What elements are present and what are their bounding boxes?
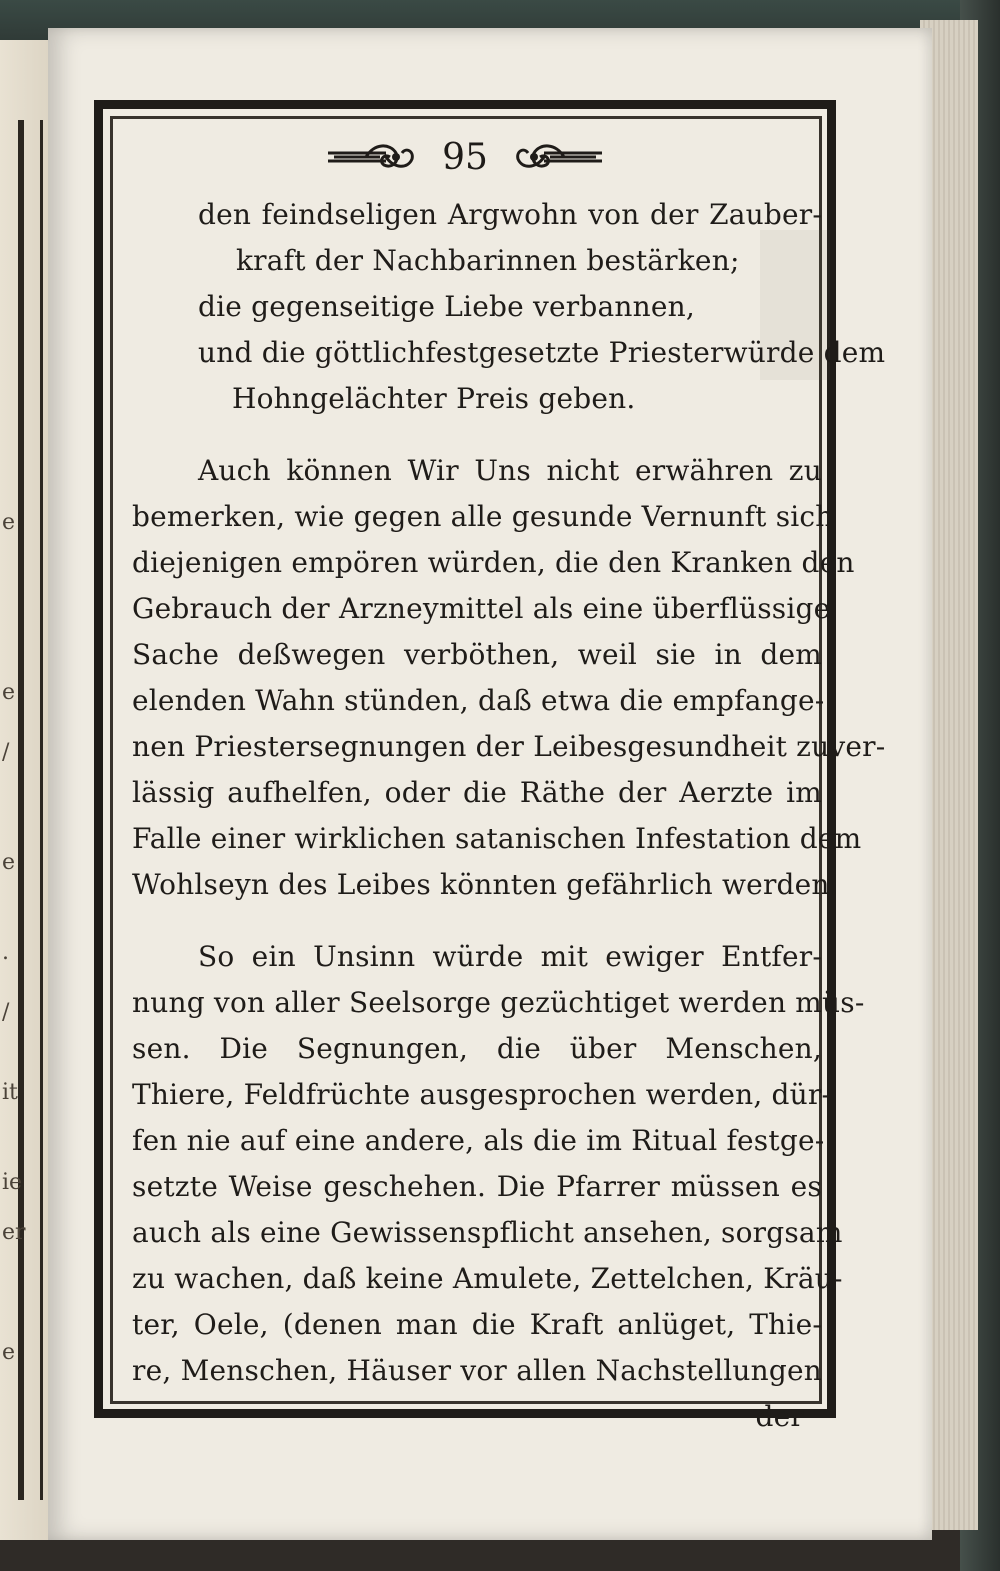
text-line: fen nie auf eine andere, als die im Ritual festge-: [132, 1124, 825, 1157]
facing-page-rule-inner: [40, 120, 43, 1500]
text-line: kraft der Nachbarinnen bestärken;: [236, 244, 740, 277]
text-line: Wohlseyn des Leibes könnten gefährlich werden.: [132, 868, 839, 901]
facing-fragment: er: [2, 1220, 26, 1245]
text-line: und die göttlichfestgesetzte Priesterwürde dem: [198, 336, 886, 369]
text-line: Thiere, Feldfrüchte ausgesprochen werden, dür-: [132, 1078, 832, 1111]
text-line: sen. Die Segnungen, die über Menschen,: [132, 1032, 822, 1065]
text-line: Auch können Wir Uns nicht erwähren zu: [198, 454, 822, 487]
paragraph-3: [132, 934, 865, 1394]
text-line: die gegenseitige Liebe verbannen,: [198, 290, 695, 323]
facing-fragment: e: [2, 850, 16, 875]
text-line: auch als eine Gewissenspflicht ansehen, sorgsam: [132, 1216, 843, 1249]
facing-fragment: .: [2, 940, 9, 965]
text-line: nen Priestersegnungen der Leibesgesundheit zuver-: [132, 730, 886, 763]
facing-fragment: /: [2, 740, 10, 765]
text-line: diejenigen empören würden, die den Kranken den: [132, 546, 855, 579]
catchword: der: [755, 1400, 804, 1433]
text-line: bemerken, wie gegen alle gesunde Vernunft sich: [132, 500, 834, 533]
page-body: [132, 192, 886, 1440]
text-line: den feindseligen Argwohn von der Zauber-: [198, 198, 822, 231]
facing-fragment: it: [2, 1080, 18, 1105]
text-line: zu wachen, daß keine Amulete, Zettelchen, Kräu-: [132, 1262, 843, 1295]
facing-fragment: e: [2, 680, 16, 705]
page-header: [300, 132, 630, 182]
text-line: Sache deßwegen verböthen, weil sie in dem: [132, 638, 822, 671]
paragraph-gap: [132, 908, 822, 934]
text-line: Falle einer wirklichen satanischen Infestation dem: [132, 822, 862, 855]
text-line: setzte Weise geschehen. Die Pfarrer müssen es: [132, 1170, 822, 1203]
text-line: Hohngelächter Preis geben.: [232, 382, 636, 415]
facing-fragment: e: [2, 1340, 16, 1365]
text-line: lässig aufhelfen, oder die Räthe der Aerzte im: [132, 776, 822, 809]
paragraph-2: [132, 448, 886, 908]
text-line: re, Menschen, Häuser vor allen Nachstellungen: [132, 1354, 822, 1387]
text-line: Gebrauch der Arzneymittel als eine überflüssige: [132, 592, 831, 625]
facing-page-rule: [18, 120, 24, 1500]
page-number: 95: [442, 136, 488, 178]
text-line: elenden Wahn stünden, daß etwa die empfange-: [132, 684, 825, 717]
ornament-right-icon: [516, 139, 604, 175]
text-line: So ein Unsinn würde mit ewiger Entfer-: [198, 940, 822, 973]
ornament-left-icon: [326, 139, 414, 175]
paragraph-gap: [132, 422, 822, 448]
facing-fragment: /: [2, 1000, 10, 1025]
text-line: nung von aller Seelsorge gezüchtiget werden müs-: [132, 986, 865, 1019]
paragraph-1: [132, 192, 886, 422]
text-line: ter, Oele, (denen man die Kraft anlüget, Thie-: [132, 1308, 822, 1341]
facing-fragment: e: [2, 510, 16, 535]
facing-fragment: ie: [2, 1170, 23, 1195]
